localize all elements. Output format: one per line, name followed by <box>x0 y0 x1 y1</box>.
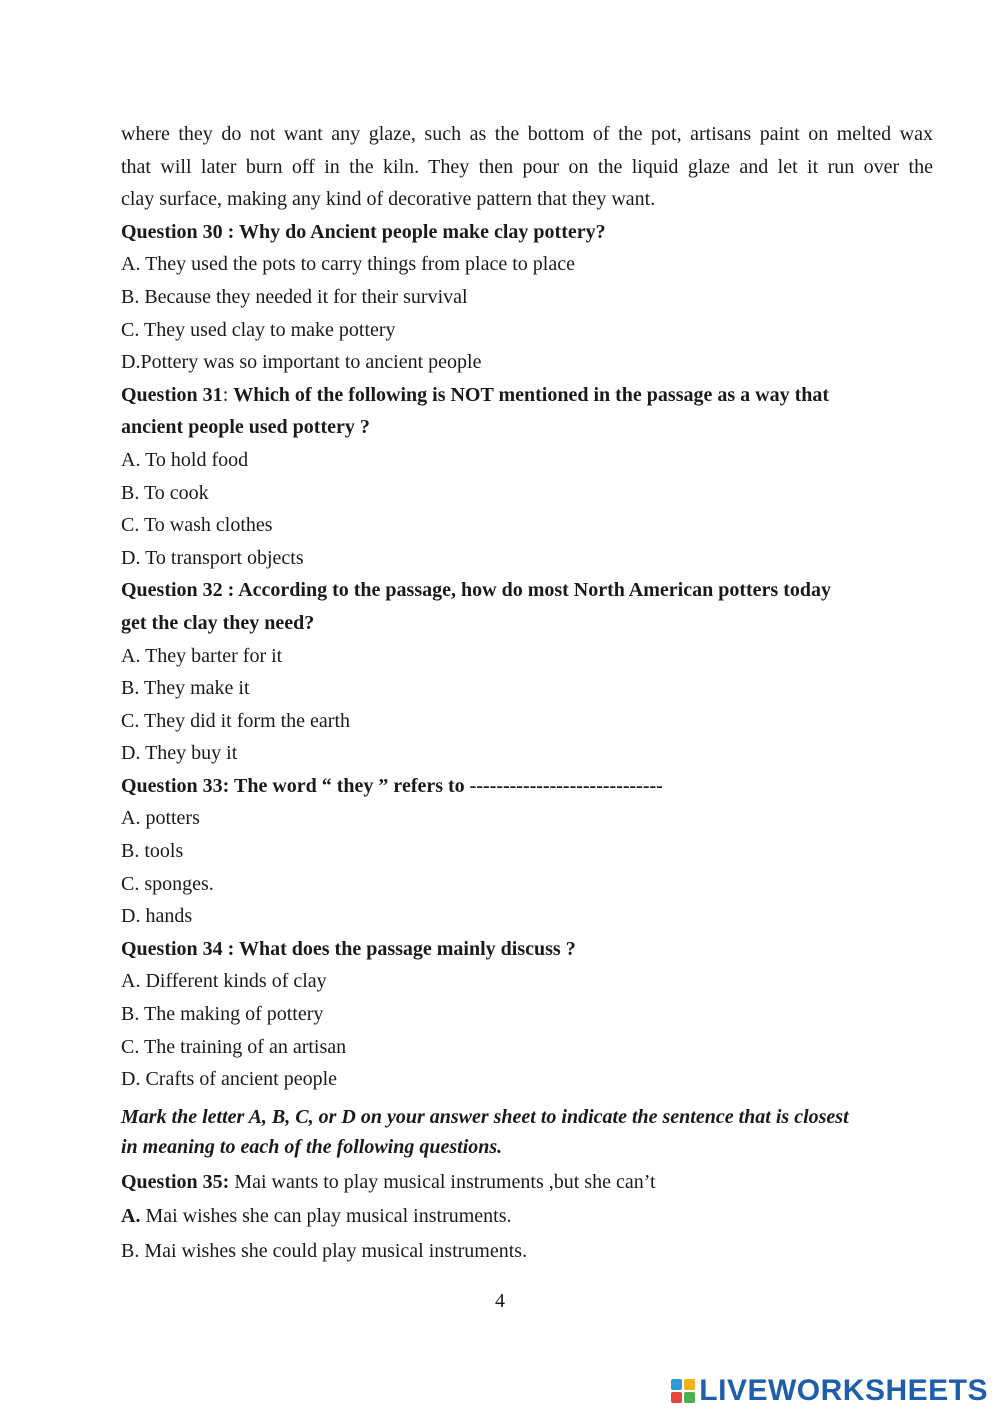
page-number: 4 <box>495 1290 505 1312</box>
liveworksheets-logo[interactable] <box>671 1374 988 1408</box>
question-30-option-c: C. They used clay to make pottery <box>121 318 396 341</box>
question-34-option-b: B. The making of pottery <box>121 1003 324 1026</box>
question-35-text: Mai wants to play musical instruments ,but she can’t <box>229 1170 656 1193</box>
instruction-line1: Mark the letter A, B, C, or D on your answer sheet to indicate the sentence that is closest <box>121 1105 849 1128</box>
question-30-option-a: A. They used the pots to carry things from place to place <box>121 253 575 276</box>
instruction-line2: in meaning to each of the following questions. <box>121 1135 503 1158</box>
reading-passage-end <box>121 118 933 216</box>
logo-square-icon <box>671 1379 682 1390</box>
logo-square-icon <box>671 1392 682 1403</box>
question-31-title-line2: ancient people used pottery ? <box>121 416 370 439</box>
question-32-option-c: C. They did it form the earth <box>121 709 351 732</box>
question-30-option-d: D.Pottery was so important to ancient people <box>121 351 482 374</box>
question-35-option-a <box>121 1200 933 1233</box>
question-33-title: Question 33: The word “ they ” refers to ----------------------------- <box>121 774 663 797</box>
question-35 <box>121 1166 933 1268</box>
question-32-option-a: A. They barter for it <box>121 644 283 667</box>
passage-line: that will later burn off in the kiln. They then pour on the liquid glaze and let it run over the <box>121 155 933 178</box>
question-35-option-b: B. Mai wishes she could play musical instruments. <box>121 1240 528 1262</box>
question-34 <box>121 933 933 1096</box>
question-33-option-a: A. potters <box>121 807 200 830</box>
question-30 <box>121 216 933 379</box>
question-35-label: Question 35: <box>121 1170 230 1193</box>
logo-square-icon <box>684 1379 695 1390</box>
question-31-option-a: A. To hold food <box>121 448 249 471</box>
question-31-option-b: B. To cook <box>121 481 209 504</box>
question-35-option-a-text: Mai wishes she can play musical instruments. <box>140 1205 512 1228</box>
question-30-option-b: B. Because they needed it for their survival <box>121 285 468 308</box>
question-32-title-line2: get the clay they need? <box>121 611 315 634</box>
passage-line: clay surface, making any kind of decorative pattern that they want. <box>121 188 656 211</box>
question-31-separator: : <box>222 383 234 406</box>
question-35-option-a-letter: A. <box>121 1205 141 1228</box>
question-31 <box>121 379 933 575</box>
question-32 <box>121 574 933 770</box>
question-33 <box>121 770 933 933</box>
question-32-option-b: B. They make it <box>121 677 250 700</box>
document-page <box>121 118 933 1268</box>
question-31-title-line1 <box>121 379 933 412</box>
liveworksheets-wordmark: LIVEWORKSHEETS <box>699 1374 988 1407</box>
question-32-title-line1: Question 32 : According to the passage, how do most North American potters today <box>121 579 831 602</box>
question-34-title: Question 34 : What does the passage mainly discuss ? <box>121 937 576 960</box>
question-33-option-b: B. tools <box>121 840 184 863</box>
question-34-option-a: A. Different kinds of clay <box>121 970 327 993</box>
question-34-option-c: C. The training of an artisan <box>121 1035 347 1058</box>
question-31-option-c: C. To wash clothes <box>121 514 273 537</box>
logo-square-icon <box>684 1392 695 1403</box>
question-34-option-d: D. Crafts of ancient people <box>121 1068 338 1091</box>
section-instruction <box>121 1102 933 1162</box>
question-32-option-d: D. They buy it <box>121 742 238 765</box>
question-31-label: Question 31 <box>121 383 223 406</box>
question-31-option-d: D. To transport objects <box>121 546 304 569</box>
question-35-title <box>121 1166 933 1199</box>
question-30-title: Question 30 : Why do Ancient people make clay pottery? <box>121 220 606 243</box>
question-31-title-text: Which of the following is NOT mentioned in the passage as a way that <box>233 383 830 406</box>
passage-line: where they do not want any glaze, such as the bottom of the pot, artisans paint on melted wax <box>121 123 933 145</box>
question-33-option-c: C. sponges. <box>121 872 214 895</box>
liveworksheets-icon <box>671 1379 695 1403</box>
question-33-option-d: D. hands <box>121 905 193 928</box>
